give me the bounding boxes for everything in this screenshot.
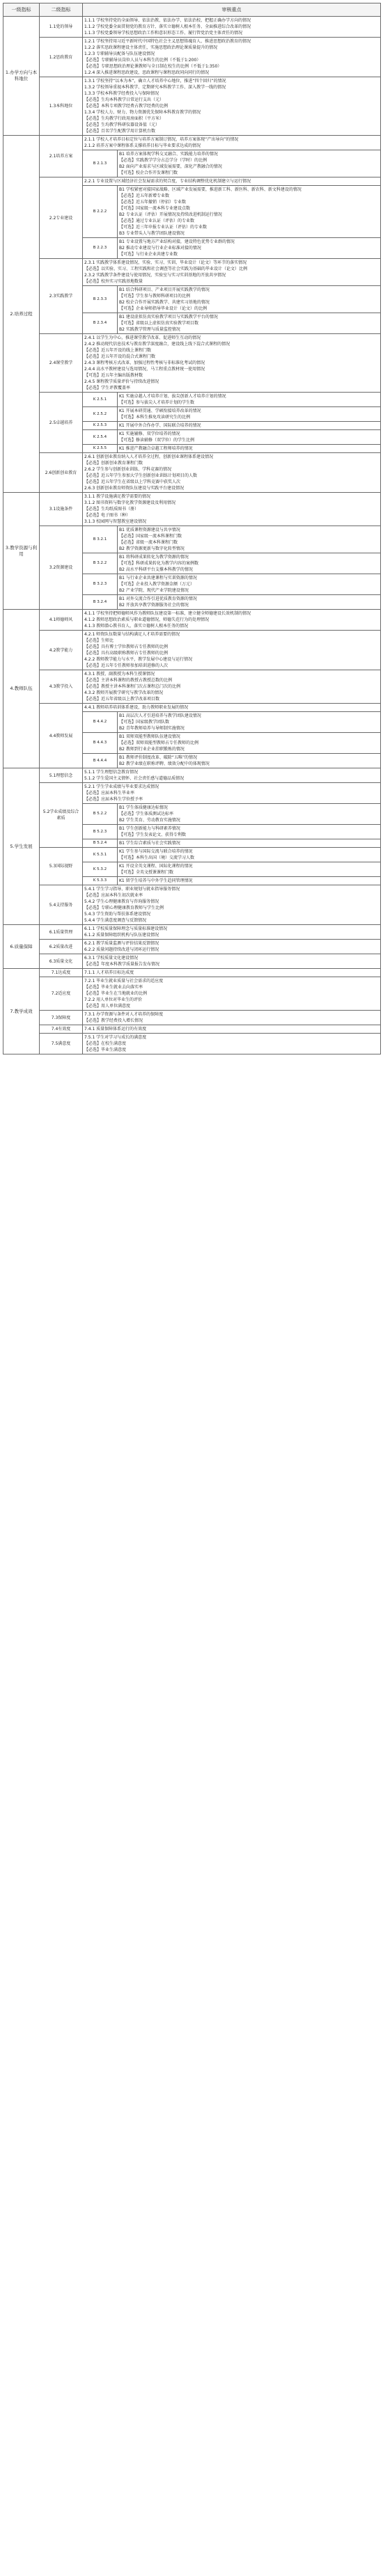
review-point: 4.1.2 教师思想政治素质与职业道德情况，师德失范行为的处理情况 (84, 617, 210, 622)
level2-cell: 3.1设施条件 (40, 493, 83, 526)
review-point: 2.4.2 推动现代信息技术与教育教学深度融合，建设线上线下混合式课程的情况 (84, 342, 230, 347)
review-point: 【必选】百名学生配教学用计算机台数 (84, 129, 156, 134)
review-points-cell (83, 1025, 381, 1034)
review-point: 7.2.1 毕业生就业质量与社会需求的适应度 (84, 979, 164, 983)
review-points-cell (118, 150, 381, 177)
review-point: 5.4.3 学生资助与帮扶体系建设情况 (84, 912, 151, 917)
level3-cell: K 2.5.3 (83, 422, 118, 430)
review-point: 1.1.1 学校坚持党的全面领导、依法治教、依法办学、依法治校、把握正确办学方向的情况 (84, 18, 251, 23)
level2-cell: 5.1理想信念 (40, 768, 83, 783)
table-row (3, 393, 381, 407)
review-point: 6.2.2 质量问题持续改进与闭环运行情况 (84, 947, 159, 952)
review-points-cell (118, 445, 381, 453)
review-point: 2.6.1 创新创业教育纳入人才培养全过程，创新创业课程体系建设情况 (84, 455, 214, 459)
level2-cell: 7.5满意度 (40, 1034, 83, 1054)
level3-cell: B 2.3.4 (83, 313, 118, 334)
review-points-cell (83, 940, 381, 954)
review-point: 5.1.1 学生理想信念教育情况 (84, 770, 139, 775)
level2-cell: 4.2教学能力 (40, 631, 83, 670)
review-point: 1.2.1 学校坚持用习近平新时代中国特色社会主义思想铸魂育人、推进思想政治教育的情况 (84, 39, 251, 44)
review-point: B2 产业学院、现代产业学院建设情况 (119, 588, 189, 593)
review-point: B3 专业带头人与教学团队建设情况 (119, 231, 185, 236)
review-point: 1.3.4 学校人力、财力、物力资源优先保障本科教育教学的情况 (84, 110, 201, 115)
level2-cell: 5.2学业成绩及综合素质 (40, 783, 83, 848)
review-point: 【必选】近五年开设的线上课程门数 (84, 348, 152, 353)
level3-cell: K 2.5.4 (83, 430, 118, 445)
review-point: 【必选】国家级一流本科课程门数 (119, 534, 182, 539)
review-point: 【必选】生师比 (84, 638, 114, 643)
review-points-cell (118, 186, 381, 238)
review-point: 1.1.3 学校党委领导学校思想政治工作和意识形态工作、履行管党治党主体责任的情况 (84, 31, 243, 35)
table-row (3, 1025, 381, 1034)
review-points-cell (118, 825, 381, 839)
level3-cell: B 2.2.2 (83, 186, 118, 238)
header-level2: 二级指标 (40, 3, 83, 17)
review-points-cell (118, 804, 381, 825)
level1-cell: 2.培养过程 (3, 136, 40, 493)
review-point: 【必选】专职思想政治理论课教师与全日制在校生的比例（不低于1:350） (84, 64, 222, 69)
review-points-cell (83, 969, 381, 977)
table-row (3, 177, 381, 186)
review-point: 【必选】近五年专任教师参加培训进修的人次 (84, 663, 169, 668)
review-points-cell (118, 839, 381, 848)
table-row (3, 704, 381, 712)
level2-cell: 5.3国际视野 (40, 848, 83, 885)
level3-cell: K 5.3.3 (83, 877, 118, 885)
table-row (3, 136, 381, 150)
review-points-cell (83, 259, 381, 286)
review-point: 【必选】以实验、实习、工程实践和社会调查等社会实践为基础的毕业设计（论文）比例 (84, 267, 248, 271)
review-point: 【必选】具有高级职称教师占专任教师的比例 (84, 651, 169, 656)
review-point: B2 高水平科研平台支撑本科教学的情况 (119, 567, 193, 572)
review-point: 【必选】校外实习实践基地数量 (84, 279, 143, 284)
review-points-cell (83, 136, 381, 150)
review-point: 5.4.2 学生心理健康教育与咨询服务情况 (84, 899, 159, 904)
review-point: 7.5.1 学生对学习与成长的满意度 (84, 1035, 147, 1040)
level2-cell: 3.2资源建设 (40, 526, 83, 610)
review-point: 【可选】本科生推免攻读研究生的比例 (119, 415, 191, 420)
table-row (3, 885, 381, 925)
review-point: B1 对外交流合作引进优质教育资源的情况 (119, 596, 197, 601)
review-points-cell (118, 712, 381, 733)
table-row (3, 848, 381, 862)
review-point: B1 与行业企业共建课程与实训资源的情况 (119, 576, 197, 580)
review-point: 【必选】生均纸质图书（册） (84, 507, 139, 512)
level2-cell: 7.1达成度 (40, 969, 83, 977)
review-points-cell (118, 238, 381, 259)
table-row (3, 610, 381, 631)
level2-cell: 7.3保障度 (40, 1011, 83, 1025)
review-point: 7.1.1 人才培养目标达成度 (84, 970, 134, 975)
review-point: B2 推动专业建设与行业企业标准对接的情况 (119, 246, 201, 251)
review-point: 【必选】电子图书（种） (84, 513, 131, 518)
level3-cell: B 2.1.3 (83, 150, 118, 177)
review-point: B1 双师双能型教师队伍建设情况 (119, 734, 180, 739)
review-points-cell (83, 925, 381, 940)
review-point: 【必选】专职辅导员岗位人员与本科生的比例（不低于1:200） (84, 58, 201, 63)
review-point: B2 专业认证（评估）开展情况及持续改进机制运行情况 (119, 212, 222, 217)
review-point: K1 留学生培养与中外学生趋同管理情况 (119, 878, 193, 883)
review-point: 【必选】用人单位满意度 (84, 1004, 131, 1009)
review-point: 3.1.3 校园网与智慧教室建设情况 (84, 519, 147, 524)
review-point: 【可选】与行业企业共建专业数 (119, 252, 178, 257)
table-row (3, 768, 381, 783)
header-review-points: 审核重点 (83, 3, 381, 17)
review-point: 2.1.1 学校人才培养目标定位与培养方案制订情况，培养方案体现“产出导向”的情况 (84, 137, 239, 142)
table-row (3, 259, 381, 286)
review-point: 【必选】在校生满意度 (84, 1041, 127, 1046)
level1-cell: 6.质量保障 (3, 925, 40, 969)
review-point: 【必选】近五年新增专业数 (119, 193, 170, 198)
table-row (3, 925, 381, 940)
review-points-cell (83, 954, 381, 969)
level3-cell: B 5.2.3 (83, 825, 118, 839)
level3-cell: K 2.5.2 (83, 407, 118, 422)
review-points-cell (118, 430, 381, 445)
level2-cell: 2.6创新创业教育 (40, 453, 83, 493)
table-row (3, 1034, 381, 1054)
review-points-cell (118, 526, 381, 553)
review-points-cell (83, 77, 381, 136)
review-point: B2 教学资源更新与数字化转型情况 (119, 546, 185, 551)
review-point: 4.1.3 教师潜心教书育人，落实立德树人根本任务的情况 (84, 624, 189, 629)
table-row (3, 453, 381, 493)
review-point: 【必选】教授主讲本科课程门次占课程总门次的比例 (84, 684, 181, 689)
review-point: K1 实施辅修、双学位培养的情况 (119, 432, 180, 436)
level3-cell: B 3.2.1 (83, 526, 118, 553)
review-point: B2 面向产业需求与区域发展需要，深化产教融合的情况 (119, 164, 222, 169)
level3-cell: B 5.2.2 (83, 804, 118, 825)
review-points-cell (118, 877, 381, 885)
review-point: 2.6.3 创新创业教育师资队伍建设与实践平台建设情况 (84, 486, 185, 491)
level3-cell: B 2.2.3 (83, 238, 118, 259)
review-points-cell (118, 313, 381, 334)
review-point: 7.3.1 办学资源与条件对人才培养的保障度 (84, 1012, 164, 1017)
level2-cell: 4.3教学投入 (40, 670, 83, 704)
table-row (3, 783, 381, 804)
review-points-cell (83, 885, 381, 925)
level2-cell: 6.2质量改进 (40, 940, 83, 954)
review-point: K1 开展中外合作办学、国际联合培养的情况 (119, 423, 201, 428)
review-points-cell (83, 670, 381, 704)
level1-cell: 3.教学资源与利用 (3, 493, 40, 610)
review-points-cell (118, 422, 381, 430)
review-point: 【必选】学生体质测试达标率 (119, 812, 174, 816)
review-points-cell (118, 286, 381, 313)
review-points-cell (118, 407, 381, 422)
review-point: B2 教师到行业企业挂职锻炼的情况 (119, 747, 185, 752)
review-point: 【必选】应届本科生学位授予率 (84, 797, 143, 802)
level3-cell: B 3.2.4 (83, 595, 118, 610)
review-points-cell (83, 768, 381, 783)
review-point: 1.1.2 学校党委全面贯彻党的教育方针、落实立德树人根本任务、全面推进综合改革的情况 (84, 24, 251, 29)
review-point: 5.1.2 学生爱国主义情怀、社会责任感与道德品质情况 (84, 776, 185, 781)
review-point: 【可选】国家级教学团队数 (119, 720, 170, 725)
review-point: B1 建设虚拟仿真实验教学项目与实践教学平台的情况 (119, 315, 218, 319)
table-row (3, 17, 381, 38)
level2-cell: 5.4支持服务 (40, 885, 83, 925)
review-point: 【必选】年度本科教学质量报告发布情况 (84, 962, 160, 967)
review-point: 【必选】近五年撤销（停招）专业数 (119, 200, 187, 205)
review-point: 1.2.3 专职辅导员配备与队伍建设情况 (84, 52, 155, 56)
review-point: 【必选】主讲本科课程的教授占教授总数的比例 (84, 678, 173, 683)
review-point: 4.3.1 教授、副教授为本科生授课情况 (84, 672, 155, 677)
review-point: 2.3.2 实践教学条件建设与使用情况，实验室与实习实训基地的开放共享情况 (84, 273, 226, 278)
table-row (3, 77, 381, 136)
review-point: 4.1.1 学校坚持把师德师风作为教师队伍建设第一标准，建立健全师德建设长效机制的情况 (84, 611, 251, 616)
table-row (3, 670, 381, 704)
review-points-cell (83, 493, 381, 526)
level3-cell: K 2.5.5 (83, 445, 118, 453)
review-point: 【可选】全英文授课课程门数 (119, 870, 174, 875)
review-point: K1 学生参与国际交流与联合培养的情况 (119, 849, 193, 854)
review-indicator-table (3, 3, 381, 1054)
review-points-cell (83, 783, 381, 804)
review-points-cell (118, 393, 381, 407)
review-point: B2 校企合作开展实践教学、共建实习基地的情况 (119, 300, 210, 305)
review-point: 【可选】校企合作开发课程门数 (119, 171, 178, 175)
review-point: 2.1.2 培养方案中课程体系支撑培养目标与毕业要求达成的情况 (84, 143, 201, 148)
header-row (3, 3, 381, 17)
review-point: 【必选】生均教学科研仪器设备值（元） (84, 123, 160, 127)
table-row (3, 493, 381, 526)
review-points-cell (118, 733, 381, 754)
table-row (3, 1011, 381, 1025)
review-point: 2.6.2 学生参与创新创业训练、学科竞赛的情况 (84, 467, 172, 472)
review-point: 【必选】具有博士学位教师占专任教师的比例 (84, 645, 169, 649)
table-row (3, 631, 381, 670)
review-point: 【必选】教学经费投入增长情况 (84, 1018, 143, 1023)
level1-cell: 4.教师队伍 (3, 610, 40, 768)
review-points-cell (83, 610, 381, 631)
level3-cell: K 5.3.2 (83, 862, 118, 877)
level3-cell: B 4.4.2 (83, 712, 118, 733)
review-points-cell (83, 177, 381, 186)
review-point: 2.4.3 课程考核方式改革，加强过程性考核与非标准化考试的情况 (84, 361, 205, 365)
review-point: 4.2.1 师资队伍数量与结构满足人才培养需要的情况 (84, 632, 180, 637)
review-points-cell (83, 1011, 381, 1025)
level1-cell: 7.教学成效 (3, 969, 40, 1054)
table-row (3, 954, 381, 969)
level3-cell: B 4.4.4 (83, 754, 118, 768)
table-header (3, 3, 381, 17)
level2-cell: 2.2专业建设 (40, 177, 83, 259)
review-point: B1 学生体质健康达标情况 (119, 805, 168, 810)
table-row (3, 526, 381, 553)
review-point: 4.2.2 教师教学能力与水平，教学发展中心建设与运行情况 (84, 657, 193, 662)
review-point: B1 优质课程资源建设与共享情况 (119, 528, 180, 532)
level3-cell: K 2.5.1 (83, 393, 118, 407)
review-point: 2.4.1 以学生为中心，推进课堂教学改革、促进师生互动的情况 (84, 335, 201, 340)
level2-cell: 2.3实践教学 (40, 259, 83, 334)
level2-cell: 6.3质量文化 (40, 954, 83, 969)
review-point: 【可选】省级以上虚拟仿真实验教学项目数 (119, 321, 199, 326)
review-point: 2.4.5 课程教学质量评价与持续改进情况 (84, 379, 159, 384)
table-row (3, 977, 381, 1011)
review-point: 【可选】学生发表论文、获得专利数 (119, 832, 187, 837)
level2-cell: 4.1师德师风 (40, 610, 83, 631)
table-row (3, 969, 381, 977)
review-point: 1.3.2 学校领导重视本科教学、定期研究本科教学工作、深入教学一线的情况 (84, 85, 226, 90)
review-points-cell (83, 17, 381, 38)
level1-cell: 1.办学方向与本科地位 (3, 17, 40, 136)
review-points-cell (83, 1034, 381, 1054)
review-point: 【必选】双师双能型教师占专任教师的比例 (119, 741, 199, 745)
review-point: 【必选】近五年学生在省级以上学科竞赛中获奖人次 (84, 480, 181, 484)
review-point: 1.2.2 落实思政课程建设主体责任，实施思想政治理论课质量提升的情况 (84, 45, 218, 50)
review-point: 7.4.1 质量保障体系运行的有效度 (84, 1027, 147, 1032)
review-point: 2.2.1 专业设置与区域经济社会发展需求的契合度，专业结构调整优化机制建立与运行情况 (84, 179, 251, 184)
review-point: B2 青年教师培养与导师制实施情况 (119, 726, 185, 731)
review-point: 4.3.2 教师开展教学研究与教学改革的情况 (84, 690, 164, 695)
review-points-cell (83, 334, 381, 393)
review-point: 【可选】科研成果转化为教学内容的案例数 (119, 561, 199, 566)
review-points-cell (118, 574, 381, 595)
review-point: B1 教师评价制度改革、破除“五唯”的情况 (119, 755, 198, 760)
review-point: 【必选】省级一流本科课程门数 (119, 540, 178, 545)
review-point: B2 开放共享教学资源服务社会的情况 (119, 603, 189, 608)
review-point: K1 实施卓越人才培养计划、拔尖创新人才培养计划的情况 (119, 394, 226, 399)
level3-cell: B 3.2.2 (83, 553, 118, 574)
review-point: 【必选】学生评教覆盖率 (84, 386, 131, 390)
review-points-cell (118, 848, 381, 862)
level3-cell: B 5.2.4 (83, 839, 118, 848)
review-point: 【必选】应届本科生初次就业率 (84, 893, 143, 898)
review-point: B2 实践教学管理与质量监控情况 (119, 327, 180, 332)
review-points-cell (118, 553, 381, 574)
review-point: 6.1.1 学校质量保障理念与质量标准建设情况 (84, 926, 168, 931)
review-point: 3.1.1 教学设施满足教学需要的情况 (84, 494, 151, 499)
review-point: 【可选】本科生出国（境）交流学习人数 (119, 855, 195, 860)
review-point: 7.2.2 用人单位对毕业生的评价 (84, 997, 143, 1002)
level3-cell: B 3.2.3 (83, 574, 118, 595)
level2-cell: 4.4教师发展 (40, 704, 83, 768)
review-point: 5.2.1 学生学业成绩与毕业要求达成情况 (84, 784, 159, 789)
review-point: 【必选】实践教学学分占总学分（学时）的比例 (119, 158, 208, 163)
review-point: B1 学校紧密对接国家战略、区域产业发展需要，推进新工科、新医科、新农科、新文科建设的情况 (119, 187, 302, 192)
review-points-cell (83, 453, 381, 493)
review-point: B1 学生综合素质与社会实践情况 (119, 841, 180, 846)
review-point: 2.3.1 实践教学体系建设情况，实验、实习、实训、毕业设计（论文）等环节的落实情况 (84, 260, 247, 265)
review-point: 【可选】学生参与教师科研项目的比例 (119, 294, 191, 299)
review-point: 3.1.2 图书资料与数字化教学资源建设及利用情况 (84, 500, 176, 505)
review-point: 【可选】企业导师指导毕业设计（论文）的比例 (119, 306, 208, 311)
review-point: B1 将科研成果转化为教学资源的情况 (119, 555, 189, 560)
review-point: 2.4.4 高水平教材建设与选用情况，马工程重点教材统一使用情况 (84, 367, 205, 372)
review-point: 6.1.2 质量保障组织机构与队伍建设情况 (84, 933, 159, 938)
review-point: B1 结合科研项目、产业项目开展实践教学的情况 (119, 287, 210, 292)
review-point: 【必选】毕业生在当地就业的比例 (84, 991, 148, 996)
review-point: 【可选】近五年主编出版教材数 (84, 373, 143, 378)
review-point: B2 学生美育、劳动教育实施情况 (119, 818, 180, 823)
review-point: 【可选】近三年申报专业认证（评估）的专业数 (119, 225, 208, 230)
level2-cell: 7.2适应度 (40, 977, 83, 1011)
review-point: 1.3.1 学校坚持“以本为本”，确立人才培养中心地位，推进“四个回归”的情况 (84, 79, 226, 84)
review-point: 【可选】修读辅修（双学位）的学生比例 (119, 438, 195, 443)
review-points-cell (83, 38, 381, 77)
review-point: 1.3.3 学校本科教学经费投入与保障情况 (84, 91, 159, 96)
review-point: 【可选】国家级一流本科专业建设点数 (119, 206, 191, 211)
review-point: K1 开设全英文课程、国际化课程的情况 (119, 864, 193, 869)
level2-cell: 7.4有效度 (40, 1025, 83, 1034)
level2-cell: 6.1质量管理 (40, 925, 83, 940)
review-point: 6.3.1 学校质量文化建设情况 (84, 956, 139, 961)
review-point: 6.2.1 教学质量监测与评价结果反馈情况 (84, 941, 159, 946)
level2-cell: 2.4课堂教学 (40, 334, 83, 393)
level1-cell: 5.学生发展 (3, 768, 40, 925)
review-point: K1 推进产教融合卓越工程师培养的情况 (119, 446, 193, 451)
review-point: B2 教学业绩在职称评聘、绩效分配中的体现情况 (119, 761, 210, 766)
level2-cell: 2.1培养方案 (40, 136, 83, 177)
review-points-cell (118, 595, 381, 610)
review-point: 【必选】本科专项教学经费占教学经费的比例 (84, 104, 169, 109)
review-point: B1 学生创新能力与科研素养情况 (119, 826, 180, 831)
review-points-cell (83, 631, 381, 670)
level3-cell: B 2.3.3 (83, 286, 118, 313)
review-point: B1 培养方案体现学科交叉融合、实践能力培养的情况 (119, 152, 218, 157)
level2-cell: 1.3本科地位 (40, 77, 83, 136)
review-point: B1 高层次人才引进培养与教学团队建设情况 (119, 713, 201, 718)
review-point: 【必选】毕业生满意度 (84, 1048, 127, 1052)
review-point: 【必选】近五年开设的混合式课程门数 (84, 354, 156, 359)
review-point: 【可选】企业投入教学资源金额（万元） (119, 582, 195, 587)
review-point: 【可选】参与拔尖人才培养计划的学生数 (119, 400, 195, 405)
level3-cell: K 5.3.1 (83, 848, 118, 862)
review-points-cell (118, 862, 381, 877)
review-point: 【必选】应届本科生毕业率 (84, 791, 135, 796)
review-point: 【必选】生均本科教学日常运行支出（元） (84, 97, 164, 102)
level2-cell: 2.5卓越培养 (40, 393, 83, 453)
table-body (3, 17, 381, 1054)
table-row (3, 940, 381, 954)
review-point: 4.4.1 教师培养培训体系建设，助力教师职业发展的情况 (84, 705, 189, 710)
review-point: 5.4.1 学生学习指导、职业规划与就业指导服务情况 (84, 887, 180, 892)
review-points-cell (83, 704, 381, 712)
review-point: 【必选】创新创业教育课程门数 (84, 461, 143, 466)
review-point: 【必选】毕业生就业去向落实率 (84, 985, 143, 990)
review-point: B1 专业设置与地方产业结构对接，建设特色优势专业群的情况 (119, 239, 235, 244)
review-point: 5.4.4 学生满意度调查与反馈情况 (84, 918, 147, 923)
review-point: 【必选】专职心理健康教育教师与学生比例 (84, 906, 164, 910)
review-points-cell (118, 754, 381, 768)
level3-cell: B 4.4.3 (83, 733, 118, 754)
level2-cell: 1.1党的领导 (40, 17, 83, 38)
table-row (3, 38, 381, 77)
review-point: K1 开展本研贯通、学硕衔接培养改革的情况 (119, 409, 201, 413)
header-level1: 一级指标 (3, 3, 40, 17)
review-points-cell (83, 977, 381, 1011)
review-point: 【必选】近五年省级以上教学改革项目数 (84, 697, 160, 702)
review-point: 【必选】近五年学生参加大学生创新创业训练计划项目的人数 (84, 473, 198, 478)
table-row (3, 334, 381, 393)
review-point: 1.2.4 深入推进课程思政建设，思政课程与课程思政同向同行的情况 (84, 70, 210, 75)
level2-cell: 1.2思政教育 (40, 38, 83, 77)
review-point: 【必选】生均教学行政用房面积（平方米） (84, 116, 164, 121)
review-point: 【必选】通过专业认证（评估）的专业数 (119, 219, 195, 223)
